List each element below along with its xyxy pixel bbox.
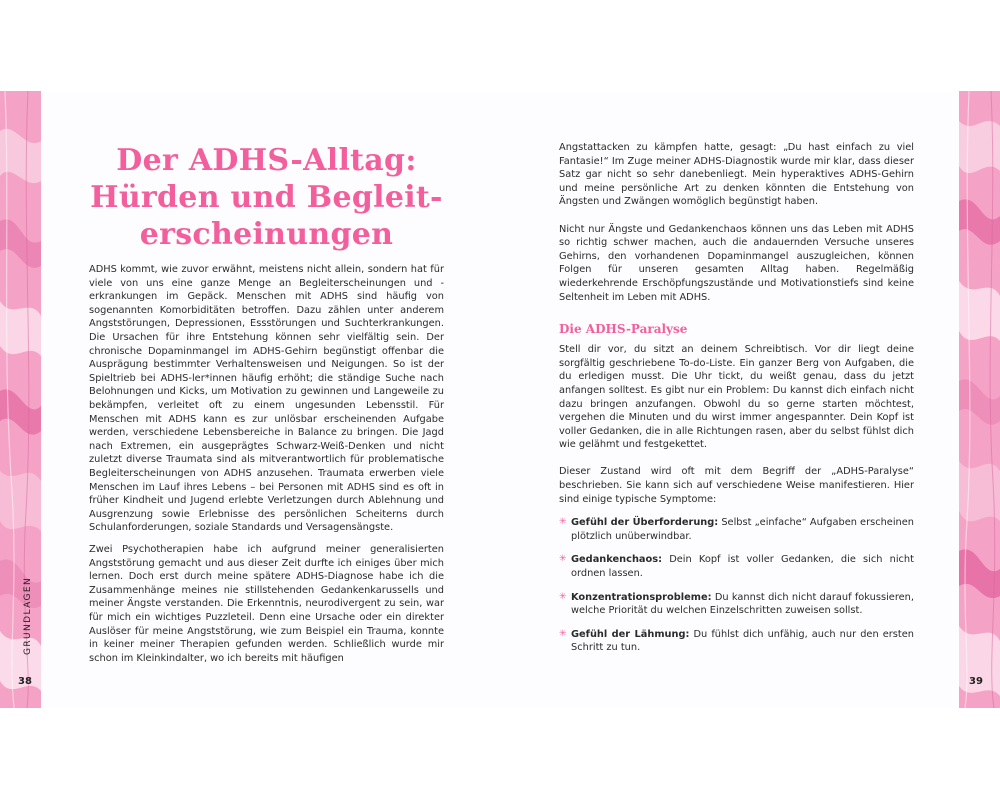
body-paragraph: Dieser Zustand wird oft mit dem Begriff der „ADHS-Paralyse“ beschrieben. Sie kann sich auf verschiedene Weise manifestieren. Hier sind einige typische Symptome: — [559, 466, 914, 505]
marble-edge-left — [0, 91, 41, 708]
body-paragraph: Zwei Psychotherapien habe ich aufgrund meiner generalisierten Angststörung gemacht und aus dieser Zeit durfte ich einiges über mich lernen. Doch erst durch meine spätere ADHS-Diagnose habe ich die Zusammenhänge meines nie stillstehenden Gedankenkarussells und meiner Ängste verstanden. Die Erkenntnis, neurodivergent zu sein, war für mich ein wichtiges Puzzleteil. Denn eine Ursache oder ein direkter Auslöser für meine Angststörung, wie zum Beispiel ein Trauma, konnte in keiner meiner Therapien gefunden werden. Schließlich wurde mir schon im Kleinkindalter, wo ich bereits mit häufigen — [89, 544, 444, 664]
left-column-top — [89, 263, 444, 548]
chapter-title-line: erscheinungen — [139, 217, 394, 252]
symptom-text: Du fühlst dich unfähig, auch nur den ersten Schritt zu tun. — [571, 628, 914, 654]
running-head: GRUNDLAGEN — [23, 576, 33, 655]
symptom-text: Dein Kopf ist voller Gedanken, die sich nicht ordnen lassen. — [571, 554, 914, 580]
symptom-term: Gefühl der Lähmung: — [571, 628, 690, 640]
list-item — [559, 628, 914, 655]
symptom-term: Konzentrationsprobleme: — [571, 591, 712, 603]
symptom-text: Du kannst dich nicht darauf fokussieren, welche Priorität du welchen Einzelschritten zuweisen sollst. — [571, 591, 914, 617]
symptom-list — [559, 516, 914, 655]
asterisk-bullet-icon: ✳ — [559, 517, 567, 528]
body-paragraph: ADHS kommt, wie zuvor erwähnt, meistens nicht allein, sondern hat für viele von uns eine ganze Menge an Begleiterscheinungen und -erkrankungen im Gepäck. Menschen mit ADHS sind häufig von sogenannten Komorbiditäten betroffen. Dazu zählen unter anderem Angststörungen, Depressionen, Essstörungen und Suchterkrankungen. Die Ursachen für ihre Entstehung können sehr vielfältig sein. Der chronische Dopaminmangel im ADHS-Gehirn begünstigt offenbar die Ausprägung bestimmter Verhaltensweisen und Neigungen. So ist der Spieltrieb bei ADHS-ler*innen häufig erhöht; die ständige Suche nach Belohnungen und Kicks, um Motivation zu gewinnen und Langeweile zu bekämpfen, verleitet oft zu einem ungesunden Lebensstil. Für Menschen mit ADHS kann es zur unlösbar erscheinenden Aufgabe werden, verschiedene Lebensbereiche in Balance zu bringen. Die Jagd nach Extremen, ein ausgeprägtes Schwarz-Weiß-Denken und nicht zuletzt diverse Traumata sind als mitverantwortlich für problematische Begleiterscheinungen von ADHS anzusehen. Traumata erwerben viele Menschen im Lauf ihres Lebens – bei Personen mit ADHS sind es oft in früher Kindheit und Jugend erlebte Verletzungen durch Ablehnung und Ausgrenzung sowie Erlebnisse des persönlichen Scheiterns durch Schulanforderungen, soziale Standards und Versagensängste. — [89, 264, 444, 534]
left-column-bottom — [89, 543, 444, 679]
chapter-title-line: Der ADHS-Alltag: — [116, 143, 417, 178]
list-item — [559, 553, 914, 580]
symptom-term: Gedankenchaos: — [571, 554, 663, 566]
right-column — [559, 141, 914, 665]
chapter-title-line: Hürden und Begleit- — [90, 180, 443, 215]
asterisk-bullet-icon: ✳ — [559, 554, 567, 565]
section-heading: Die ADHS-Paralyse — [559, 322, 688, 337]
body-paragraph: Stell dir vor, du sitzt an deinem Schreibtisch. Vor dir liegt deine sorgfältig geschriebene To-do-Liste. Ein ganzer Berg von Aufgaben, die du erledigen musst. Die Uhr tickt, du weißt genau, dass du jetzt anfangen solltest. Es gibt nur ein Problem: Du kannst dich einfach nicht dazu bringen anzufangen. Obwohl du so gerne starten möchtest, vergehen die Minuten und du wirst immer angespannter. Dein Kopf ist voller Gedanken, die in alle Richtungen rasen, aber du selbst fühlst dich wie gelähmt und festgekettet. — [559, 344, 914, 451]
chapter-title — [88, 142, 445, 253]
marble-edge-right — [959, 91, 1000, 708]
asterisk-bullet-icon: ✳ — [559, 591, 567, 602]
page-number-left: 38 — [18, 676, 32, 687]
symptom-text: Selbst „einfache“ Aufgaben erscheinen plötzlich unüberwindbar. — [571, 517, 915, 542]
symptom-term: Gefühl der Überforderung: — [571, 517, 719, 529]
asterisk-bullet-icon: ✳ — [559, 628, 567, 639]
page-number-right: 39 — [969, 676, 983, 687]
list-item — [559, 591, 914, 618]
body-paragraph: Angstattacken zu kämpfen hatte, gesagt: „Du hast einfach zu viel Fantasie!“ Im Zuge meiner ADHS-Diagnostik wurde mir klar, dass dieser Satz gar nicht so sehr danebenliegt. Mein hyperaktives ADHS-Gehirn und meine persönliche Art zu denken könnten die Entstehung von Ängsten und Zwängen womöglich begünstigt haben. — [559, 142, 914, 208]
list-item — [559, 516, 914, 543]
body-paragraph: Nicht nur Ängste und Gedankenchaos können uns das Leben mit ADHS so richtig schwer machen, auch die andauernden Versuche unseres Gehirns, den vorhandenen Dopaminmangel auszugleichen, können Folgen für unseren gesamten Alltag haben. Regelmäßig wiederkehrende Erschöpfungszustände und Motivationstiefs sind keine Seltenheit im Leben mit ADHS. — [559, 223, 914, 303]
